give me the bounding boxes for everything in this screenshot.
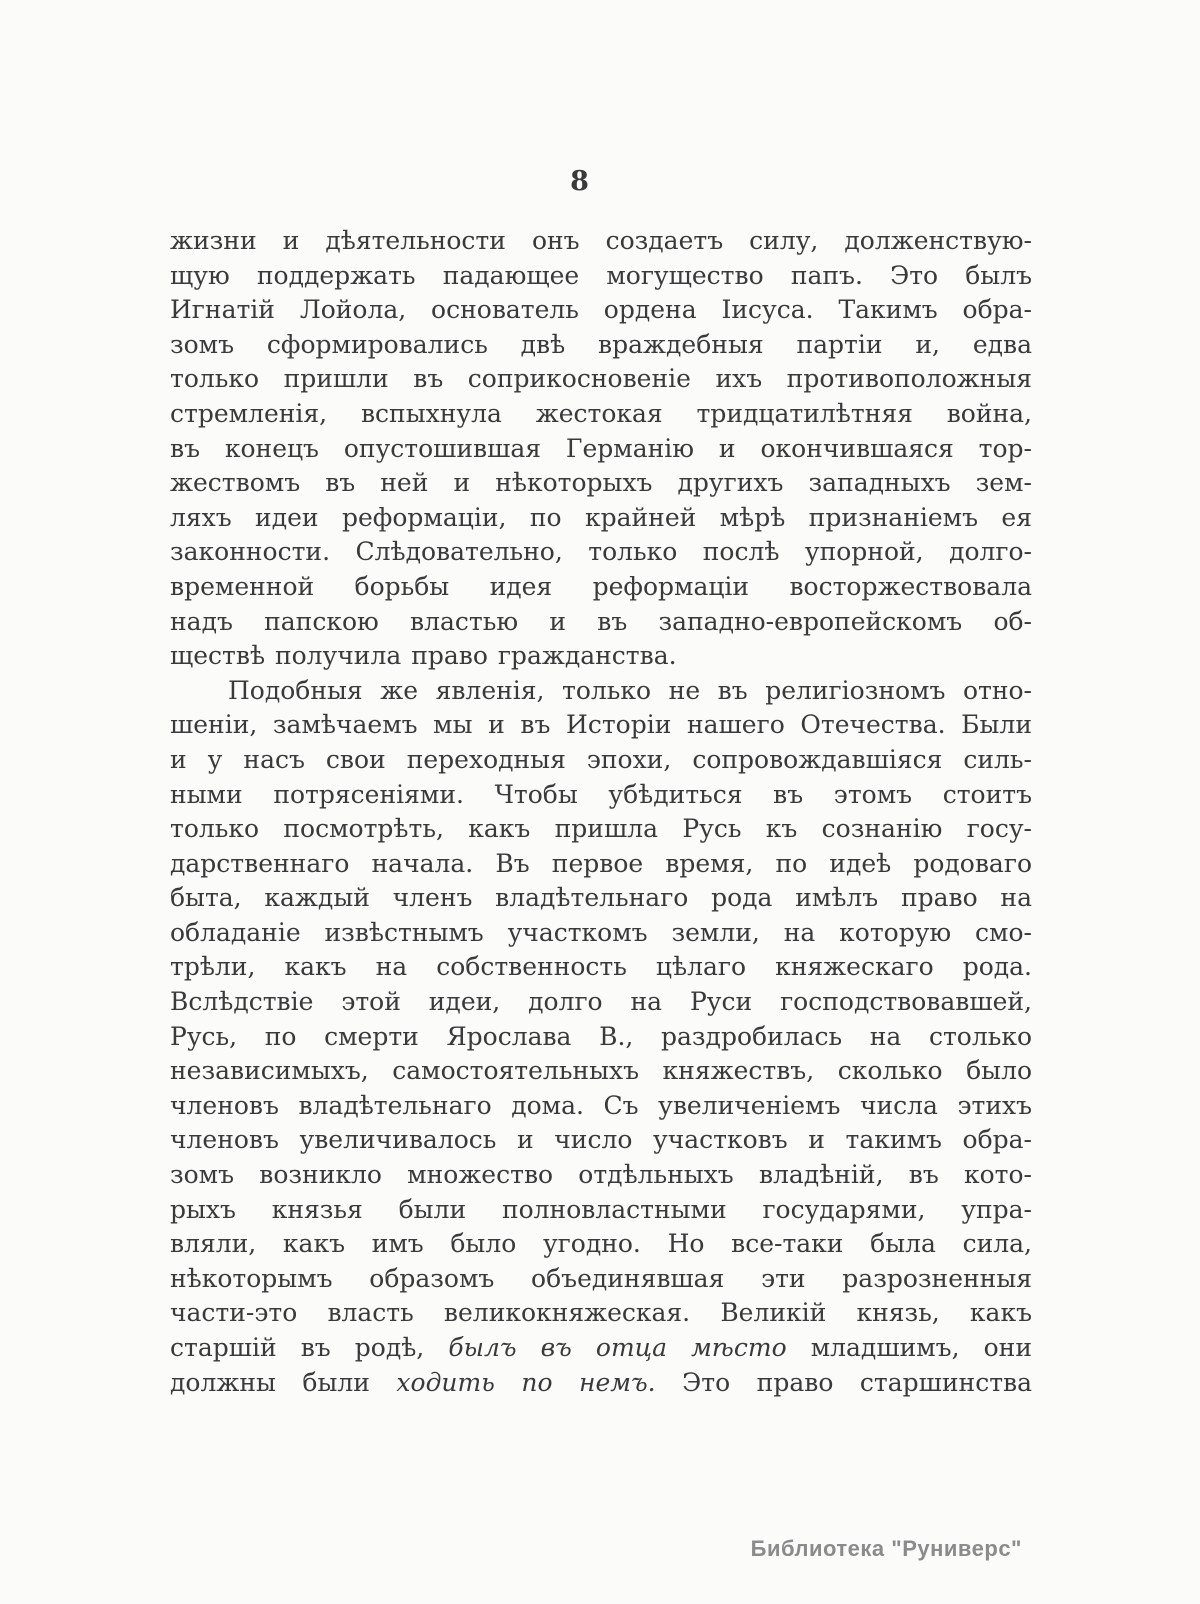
- text-segment: обладаніе извѣстнымъ участкомъ земли, на которую смо-: [170, 917, 1032, 947]
- text-line: [170, 1123, 1032, 1158]
- text-segment: рыхъ князья были полновластными государями, упра-: [170, 1194, 1032, 1224]
- text-segment: Вслѣдствіе этой идеи, долго на Руси господствовавшей,: [170, 987, 1032, 1017]
- text-segment: и у насъ свои переходныя эпохи, сопровождавшіяся силь-: [170, 744, 1032, 774]
- text-line: [170, 916, 1032, 951]
- italic-text-segment: былъ въ отца мѣсто: [448, 1333, 811, 1362]
- text-line: [170, 1331, 1032, 1366]
- text-line: [170, 501, 1032, 536]
- text-line: [170, 432, 1032, 467]
- text-line: [170, 1089, 1032, 1124]
- text-line: [170, 259, 1032, 294]
- text-line: [170, 812, 1032, 847]
- text-line: [170, 1296, 1032, 1331]
- text-segment: только посмотрѣть, какъ пришла Русь къ сознанію госу-: [170, 814, 1032, 844]
- text-segment: Подобныя же явленія, только не въ религіозномъ отно-: [228, 675, 1032, 705]
- text-segment: трѣли, какъ на собственность цѣлаго княжескаго рода.: [170, 952, 1032, 982]
- text-segment: части-это власть великокняжеская. Великій князь, какъ: [170, 1298, 1032, 1328]
- text-line: [170, 605, 1032, 640]
- text-segment: младшимъ, они: [810, 1333, 1032, 1362]
- text-line: [170, 950, 1032, 985]
- text-segment: должны были: [170, 1367, 397, 1397]
- library-watermark: Библиотека "Руниверс": [750, 1536, 1022, 1561]
- text-line: [170, 639, 1032, 674]
- text-line: [170, 985, 1032, 1020]
- text-segment: стремленія, вспыхнула жестокая тридцатилѣтняя война,: [170, 398, 1032, 428]
- text-segment: щую поддержать падающее могущество папъ. Это былъ: [170, 260, 1032, 290]
- text-line: [170, 1193, 1032, 1228]
- text-segment: зомъ возникло множество отдѣльныхъ владѣній, въ кото-: [170, 1160, 1032, 1190]
- text-segment: членовъ владѣтельнаго дома. Съ увеличеніемъ числа этихъ: [170, 1090, 1032, 1120]
- text-line: [170, 847, 1032, 882]
- text-segment: вляли, какъ имъ было угодно. Но все-таки была сила,: [170, 1229, 1032, 1259]
- text-segment: старшій въ родѣ,: [170, 1333, 449, 1362]
- text-segment: надъ папскою властью и въ западно-европейскомъ об-: [170, 606, 1032, 636]
- text-segment: жествомъ въ ней и нѣкоторыхъ другихъ западныхъ зем-: [170, 468, 1032, 498]
- text-line: [170, 362, 1032, 397]
- text-block: [170, 224, 1032, 1400]
- text-segment: зомъ сформировались двѣ враждебныя партіи и, едва: [170, 329, 1032, 359]
- text-segment: только пришли въ соприкосновеніе ихъ противоположныя: [170, 364, 1032, 394]
- text-line: [170, 224, 1032, 259]
- text-segment: дарственнаго начала. Въ первое время, по идеѣ родоваго: [170, 848, 1032, 878]
- text-segment: нѣкоторымъ образомъ объединявшая эти разрозненныя: [170, 1263, 1032, 1293]
- text-segment: временной борьбы идея реформаціи восторжествовала: [170, 571, 1032, 601]
- text-segment: быта, каждый членъ владѣтельнаго рода имѣлъ право на: [170, 883, 1032, 913]
- text-line: [170, 1227, 1032, 1262]
- text-segment: въ конецъ опустошившая Германію и окончившаяся тор-: [170, 433, 1032, 463]
- text-segment: ными потрясеніями. Чтобы убѣдиться въ этомъ стоитъ: [170, 779, 1032, 809]
- text-line: [170, 674, 1032, 709]
- text-segment: ществѣ получила право гражданства.: [170, 641, 677, 671]
- text-segment: законности. Слѣдовательно, только послѣ упорной, долго-: [170, 537, 1032, 567]
- text-line: [170, 708, 1032, 743]
- page-number: 8: [570, 166, 590, 197]
- text-segment: Это право старшинства: [655, 1367, 1032, 1397]
- text-line: [170, 397, 1032, 432]
- text-segment: Игнатій Лойола, основатель ордена Іисуса. Такимъ обра-: [170, 295, 1032, 325]
- text-segment: членовъ увеличивалось и число участковъ и такимъ обра-: [170, 1125, 1032, 1155]
- text-line: [170, 570, 1032, 605]
- text-line: [170, 1158, 1032, 1193]
- italic-text-segment: ходить по немъ.: [396, 1367, 656, 1397]
- text-line: [170, 1020, 1032, 1055]
- text-line: [170, 1054, 1032, 1089]
- text-line: [170, 1366, 1032, 1401]
- text-segment: шеніи, замѣчаемъ мы и въ Исторіи нашего Отечества. Были: [170, 710, 1032, 740]
- text-segment: ляхъ идеи реформаціи, по крайней мѣрѣ признаніемъ ея: [170, 502, 1032, 532]
- text-line: [170, 778, 1032, 813]
- text-line: [170, 535, 1032, 570]
- text-line: [170, 881, 1032, 916]
- text-line: [170, 1262, 1032, 1297]
- text-segment: независимыхъ, самостоятельныхъ княжествъ, сколько было: [170, 1056, 1032, 1086]
- text-line: [170, 328, 1032, 363]
- text-line: [170, 466, 1032, 501]
- text-segment: жизни и дѣятельности онъ создаетъ силу, долженствую-: [170, 226, 1032, 255]
- text-line: [170, 293, 1032, 328]
- text-line: [170, 743, 1032, 778]
- text-segment: Русь, по смерти Ярослава В., раздробилась на столько: [170, 1021, 1032, 1051]
